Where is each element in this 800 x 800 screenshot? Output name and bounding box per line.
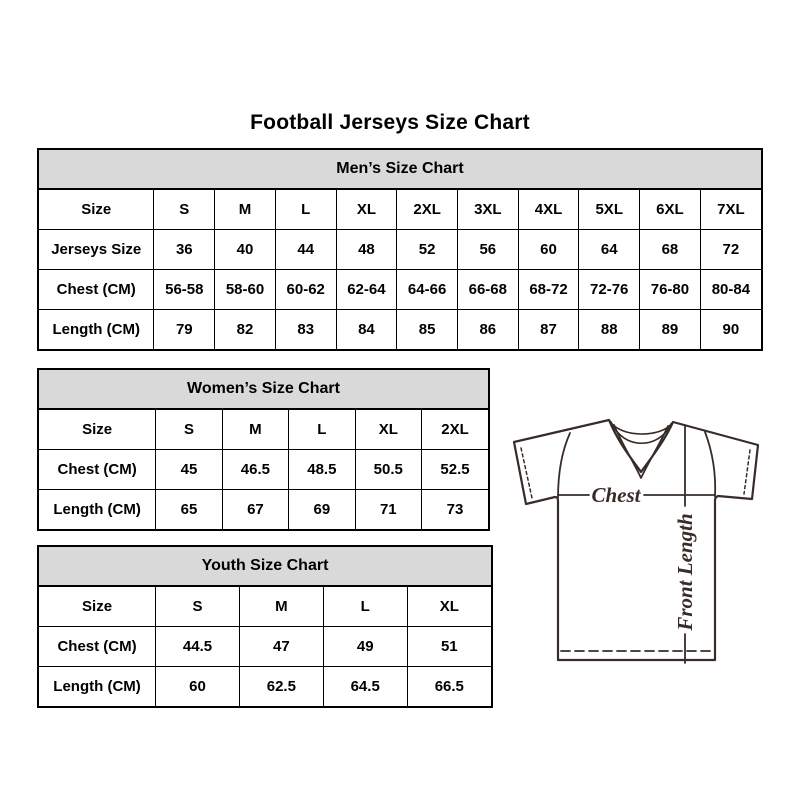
value-cell: 46.5 — [222, 450, 288, 490]
value-cell: 49 — [323, 627, 407, 667]
value-cell: S — [154, 190, 215, 230]
value-cell: 36 — [154, 230, 215, 270]
value-cell: 79 — [154, 310, 215, 350]
value-cell: 82 — [215, 310, 276, 350]
value-cell: 85 — [397, 310, 458, 350]
value-cell: 52 — [397, 230, 458, 270]
value-cell: 73 — [422, 490, 489, 530]
row-label-cell: Jerseys Size — [39, 230, 154, 270]
value-cell: 64 — [579, 230, 640, 270]
value-cell: 65 — [156, 490, 222, 530]
youth-size-chart-table — [37, 545, 493, 708]
table-row — [39, 587, 491, 627]
mens-size-chart-table — [37, 148, 763, 351]
value-cell: M — [239, 587, 323, 627]
row-label-cell: Chest (CM) — [39, 627, 156, 667]
value-cell: 66-68 — [457, 270, 518, 310]
row-label-cell: Chest (CM) — [39, 270, 154, 310]
value-cell: S — [156, 587, 240, 627]
table-row — [39, 230, 761, 270]
value-cell: 45 — [156, 450, 222, 490]
womens-size-chart-table — [37, 368, 490, 531]
value-cell: 48.5 — [289, 450, 355, 490]
value-cell: 56-58 — [154, 270, 215, 310]
value-cell: 52.5 — [422, 450, 489, 490]
table-row — [39, 270, 761, 310]
value-cell: 2XL — [422, 410, 489, 450]
value-cell: S — [156, 410, 222, 450]
value-cell: 2XL — [397, 190, 458, 230]
mens-table — [39, 190, 761, 349]
value-cell: 76-80 — [640, 270, 701, 310]
value-cell: 71 — [355, 490, 421, 530]
value-cell: 4XL — [518, 190, 579, 230]
value-cell: 84 — [336, 310, 397, 350]
value-cell: 62-64 — [336, 270, 397, 310]
value-cell: 67 — [222, 490, 288, 530]
value-cell: 44 — [275, 230, 336, 270]
womens-table-title: Women’s Size Chart — [39, 370, 488, 410]
mens-table-title: Men’s Size Chart — [39, 150, 761, 190]
value-cell: M — [222, 410, 288, 450]
value-cell: 72 — [700, 230, 761, 270]
value-cell: 80-84 — [700, 270, 761, 310]
value-cell: 5XL — [579, 190, 640, 230]
value-cell: 72-76 — [579, 270, 640, 310]
value-cell: 6XL — [640, 190, 701, 230]
row-label-cell: Length (CM) — [39, 490, 156, 530]
value-cell: 90 — [700, 310, 761, 350]
row-label-cell: Size — [39, 587, 156, 627]
table-row — [39, 667, 491, 707]
value-cell: XL — [336, 190, 397, 230]
value-cell: 87 — [518, 310, 579, 350]
row-label-cell: Size — [39, 410, 156, 450]
value-cell: 60 — [518, 230, 579, 270]
table-row — [39, 310, 761, 350]
womens-table — [39, 410, 488, 529]
table-row — [39, 450, 488, 490]
value-cell: L — [289, 410, 355, 450]
value-cell: 50.5 — [355, 450, 421, 490]
youth-table — [39, 587, 491, 706]
row-label-cell: Size — [39, 190, 154, 230]
value-cell: L — [275, 190, 336, 230]
value-cell: 58-60 — [215, 270, 276, 310]
value-cell: 40 — [215, 230, 276, 270]
table-row — [39, 490, 488, 530]
value-cell: M — [215, 190, 276, 230]
value-cell: 60-62 — [275, 270, 336, 310]
value-cell: 69 — [289, 490, 355, 530]
value-cell: 47 — [239, 627, 323, 667]
value-cell: 44.5 — [156, 627, 240, 667]
table-row — [39, 190, 761, 230]
jersey-measurement-diagram — [505, 398, 775, 670]
value-cell: XL — [407, 587, 491, 627]
value-cell: 60 — [156, 667, 240, 707]
value-cell: 68-72 — [518, 270, 579, 310]
row-label-cell: Length (CM) — [39, 667, 156, 707]
value-cell: 56 — [457, 230, 518, 270]
value-cell: 88 — [579, 310, 640, 350]
value-cell: 68 — [640, 230, 701, 270]
row-label-cell: Length (CM) — [39, 310, 154, 350]
value-cell: 51 — [407, 627, 491, 667]
value-cell: 7XL — [700, 190, 761, 230]
value-cell: L — [323, 587, 407, 627]
value-cell: 62.5 — [239, 667, 323, 707]
front-length-label: Front Length — [673, 513, 697, 631]
row-label-cell: Chest (CM) — [39, 450, 156, 490]
chest-label: Chest — [591, 483, 641, 507]
value-cell: 64.5 — [323, 667, 407, 707]
value-cell: XL — [355, 410, 421, 450]
table-row — [39, 410, 488, 450]
value-cell: 86 — [457, 310, 518, 350]
value-cell: 66.5 — [407, 667, 491, 707]
youth-table-title: Youth Size Chart — [39, 547, 491, 587]
page-title: Football Jerseys Size Chart — [250, 111, 530, 135]
value-cell: 64-66 — [397, 270, 458, 310]
value-cell: 83 — [275, 310, 336, 350]
value-cell: 48 — [336, 230, 397, 270]
value-cell: 89 — [640, 310, 701, 350]
table-row — [39, 627, 491, 667]
value-cell: 3XL — [457, 190, 518, 230]
v-neck-jersey-icon — [505, 398, 775, 670]
